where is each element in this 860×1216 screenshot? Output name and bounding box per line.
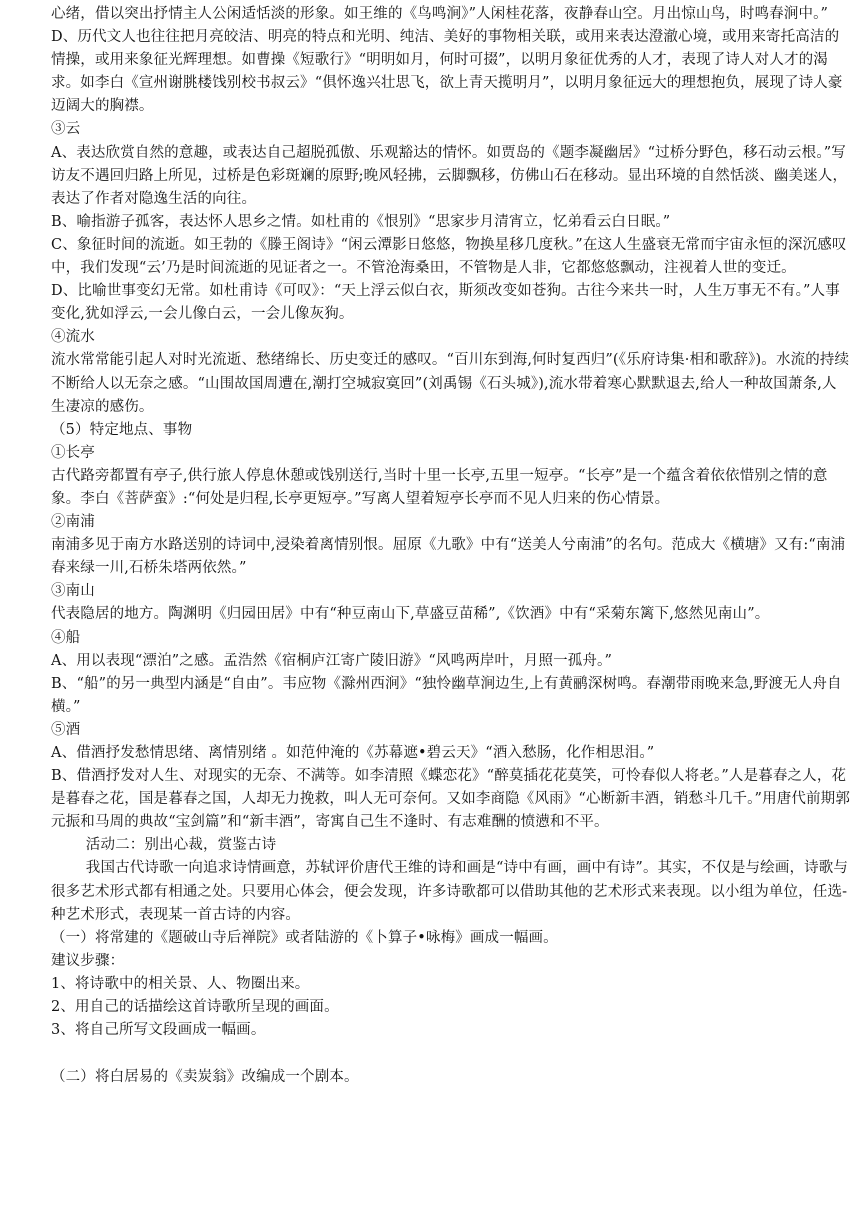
paragraph-moon-c-continued: 心绪，借以突出抒情主人公闲适恬淡的形象。如王维的《鸟鸣涧》”人闲桂花落，夜静春山空。月出惊山鸟，时鸣春涧中。” <box>51 6 829 22</box>
paragraph-moon-d: D、历代文人也往往把月亮皎洁、明亮的特点和光明、纯洁、美好的事物相关联，或用来表达澄澈心境，或用来寄托高洁的情操，或用来象征光辉理想。如曹操《短歌行》“明明如月，何时可掇”，以明月象征优秀的人才，表现了诗人对人才的渴求。如李白《宣州谢朓楼饯别校书叔云》“俱怀逸兴壮思飞，欲上青天揽明月”，以明月象征远大的理想抱负，展现了诗人豪迈阔大的胸襟。 <box>51 29 843 115</box>
activity-two-intro: 我国古代诗歌一向追求诗情画意，苏轼评价唐代王维的诗和画是“诗中有画，画中有诗”。其实，不仅是与绘画，诗歌与很多艺术形式都有相通之处。只要用心体会，便会发现，许多诗歌都可以借助其他的艺术形式来表现。以小组为单位，任选-种艺术形式，表现某一首古诗的内容。 <box>51 860 849 923</box>
task-one-heading: （一）将常建的《题破山寺后禅院》或者陆游的《卜算子•咏梅》画成一幅画。 <box>51 929 558 946</box>
step-item-3: 3、将自己所写文段画成一幅画。 <box>51 1022 266 1039</box>
paragraph-long-pavilion: 古代路旁都置有亭子,供行旅人停息休憩或饯别送行,当时十里一长亭,五里一短亭。“长亭”是一个蕴含着依依惜别之情的意象。李白《菩萨蛮》:“何处是归程,长亭更短亭。”写离人望着短亭长亭而不见人归来的伤心情景。 <box>51 467 828 507</box>
paragraph-boat-a: A、用以表现“漂泊”之感。孟浩然《宿桐庐江寄广陵旧游》“风鸣两岸叶，月照一孤舟。” <box>51 652 613 669</box>
heading-long-pavilion: ①长亭 <box>51 444 95 461</box>
paragraph-cloud-b: B、喻指游子孤客，表达怀人思乡之情。如杜甫的《恨别》“思家步月清宵立，忆弟看云白日眠。” <box>51 213 671 230</box>
paragraph-nanpu: 南浦多见于南方水路送别的诗词中,浸染着离情别恨。屈原《九歌》中有“送美人兮南浦”的名句。范成大《横塘》又有:“南浦春来绿一川,石桥朱塔两依然。” <box>51 537 846 577</box>
paragraph-wine-b: B、借酒抒发对人生、对现实的无奈、不满等。如李清照《蝶恋花》“醉莫插花花莫笑，可怜春似人将老。”人是暮春之人，花是暮春之花，国是暮春之国，人却无力挽救，叫人无可奈何。又如李商隐《风雨》“心断新丰酒，销愁斗几千。”用唐代前期郭元振和马周的典故“宝剑篇”和“新丰酒”，寄寓自己生不逢时、有志难酬的愤懑和不平。 <box>51 768 850 831</box>
suggested-steps-label: 建议步骤： <box>51 952 125 969</box>
activity-two-heading: 活动二：别出心裁，赏鉴古诗 <box>85 837 277 854</box>
heading-nanshan: ③南山 <box>51 583 95 600</box>
paragraph-boat-b: B、“船”的另一典型内涵是“自由”。韦应物《滁州西涧》“独怜幽草涧边生,上有黄鹂深树鸣。春潮带雨晚来急,野渡无人舟自横。” <box>51 675 842 715</box>
paragraph-wine-a: A、借酒抒发愁情思绪、离情别绪 。如范仲淹的《苏幕遮•碧云天》“酒入愁肠，化作相思泪。” <box>51 745 655 761</box>
paragraph-nanshan: 代表隐居的地方。陶渊明《归园田居》中有“种豆南山下,草盛豆苗稀”,《饮酒》中有“采菊东篱下,悠然见南山”。 <box>51 606 770 623</box>
paragraph-cloud-a: A、表达欣赏自然的意趣，或表达自己超脱孤傲、乐观豁达的情怀。如贾岛的《题李凝幽居》“过桥分野色，移石动云根。”写访友不遇回归路上所见，过桥是色彩斑斓的原野;晚风轻拂，云脚飘移，仿佛山石在移动。显出环境的自然恬淡、幽美迷人，表达了作者对隐逸生活的向往。 <box>51 144 848 207</box>
section-heading-places-things: （5）特定地点、事物 <box>51 421 193 438</box>
heading-cloud: ③云 <box>51 121 81 138</box>
paragraph-flowing-water: 流水常常能引起人对时光流逝、愁绪绵长、历史变迁的感叹。“百川东到海,何时复西归”(《乐府诗集·相和歌辞》)。水流的持续不断给人以无奈之感。“山围故国周遭在,潮打空城寂寞回”(刘禹锡《石头城》),流水带着寒心默默退去,给人一种故国萧条,人生凄凉的感伤。 <box>51 352 850 415</box>
heading-wine: ⑤酒 <box>51 721 81 738</box>
step-item-2: 2、用自己的话描绘这首诗歌所呈现的画面。 <box>51 999 339 1016</box>
heading-boat: ④船 <box>51 629 81 646</box>
task-two-heading: （二）将白居易的《卖炭翁》改编成一个剧本。 <box>51 1069 359 1086</box>
paragraph-cloud-d: D、比喻世事变幻无常。如杜甫诗《可叹》：“天上浮云似白衣，斯须改变如苍狗。古往今来共一时，人生万事无不有。”人事变化,犹如浮云,一会儿像白云，一会儿像灰狗。 <box>51 283 840 323</box>
blank-line <box>51 1042 850 1066</box>
heading-nanpu: ②南浦 <box>51 514 95 531</box>
paragraph-cloud-c: C、象征时间的流逝。如王勃的《滕王阁诗》“闲云潭影日悠悠，物换星移几度秋。”在这人生盛衰无常而宇宙永恒的深沉感叹中，我们发现“云’乃是时间流逝的见证者之一。不管沧海桑田，不管物是人非，它都悠悠飘动，注视着人世的变迁。 <box>51 236 847 277</box>
step-item-1: 1、将诗歌中的相关景、人、物圈出来。 <box>51 975 310 992</box>
heading-flowing-water: ④流水 <box>51 329 95 346</box>
